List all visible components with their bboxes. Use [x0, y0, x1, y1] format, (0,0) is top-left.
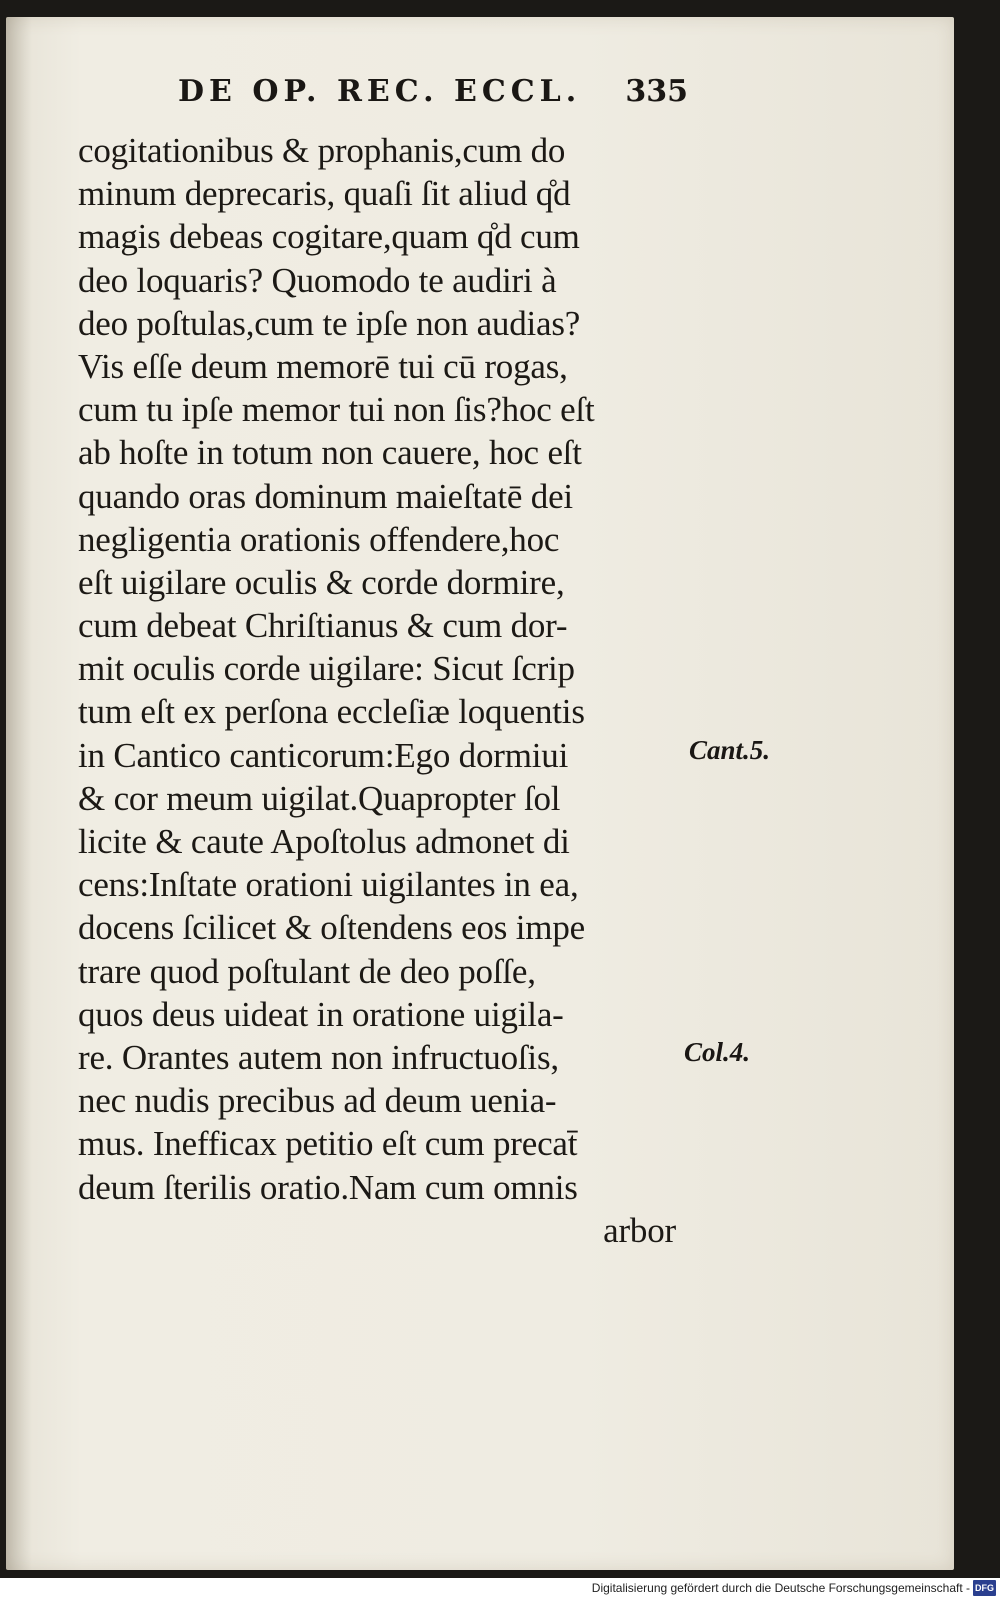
marginal-note-cant: Cant.5. [689, 735, 771, 765]
catchword: arbor [603, 1210, 676, 1250]
text-line: & cor meum uigilat.Quapropter ſol [78, 778, 561, 818]
digitization-footer [0, 1578, 1000, 1600]
text-line: docens ſcilicet & oſtendens eos impe [78, 908, 585, 948]
text-line: magis debeas cogitare,quam q̊d cum [78, 217, 580, 257]
text-line: trare quod poſtulant de deo poſſe, [78, 951, 536, 991]
text-line: deo loquaris? Quomodo te audiri à [78, 260, 557, 300]
text-line: nec nudis precibus ad deum uenia- [78, 1081, 557, 1121]
marginal-note-col: Col.4. [684, 1037, 751, 1067]
text-line: quando oras dominum maieſtatē dei [78, 476, 573, 516]
text-line: cens:Inſtate orationi uigilantes in ea, [78, 865, 579, 905]
page-header [178, 74, 688, 118]
text-line: mit oculis corde uigilare: Sicut ſcrip [78, 649, 575, 689]
text-line: cogitationibus & prophanis,cum do [78, 131, 566, 170]
text-line: licite & caute Apoſtolus admonet di [78, 822, 570, 861]
text-line: negligentia orationis offendere,hoc [78, 519, 560, 559]
text-line: quos deus uideat in oratione uigila- [78, 994, 564, 1034]
text-line: minum deprecaris, quaſi ſit aliud q̊d [78, 174, 571, 214]
spine-shadow [6, 17, 32, 1570]
text-line: in Cantico canticorum:Ego dormiui [78, 735, 569, 775]
text-line: tum eſt ex perſona eccleſiæ loquentis [78, 692, 585, 732]
text-line: deum ſterilis oratio.Nam cum omnis [78, 1167, 578, 1207]
text-line: cum tu ipſe memor tui non ſis?hoc eſt [78, 390, 595, 430]
text-line: cum debeat Chriſtianus & cum dor- [78, 606, 568, 646]
running-head: DE OP. REC. ECCL. [178, 74, 582, 109]
body-text [78, 129, 698, 1252]
dfg-logo-icon: DFG [973, 1580, 996, 1596]
text-line: re. Orantes autem non infructuoſis, [78, 1037, 559, 1077]
text-line: Vis eſſe deum memorē tui cū rogas, [78, 346, 568, 386]
text-line: ab hoſte in totum non cauere, hoc eſt [78, 433, 582, 473]
text-line: deo poſtulas,cum te ipſe non audias? [78, 303, 581, 343]
text-line: eſt uigilare oculis & corde dormire, [78, 562, 565, 602]
text-line: mus. Inefficax petitio eſt cum precat̄ [78, 1124, 578, 1164]
footer-credit: Digitalisierung gefördert durch die Deutsche Forschungsgemeinschaft - [591, 1581, 970, 1595]
page-number: 335 [625, 74, 688, 109]
